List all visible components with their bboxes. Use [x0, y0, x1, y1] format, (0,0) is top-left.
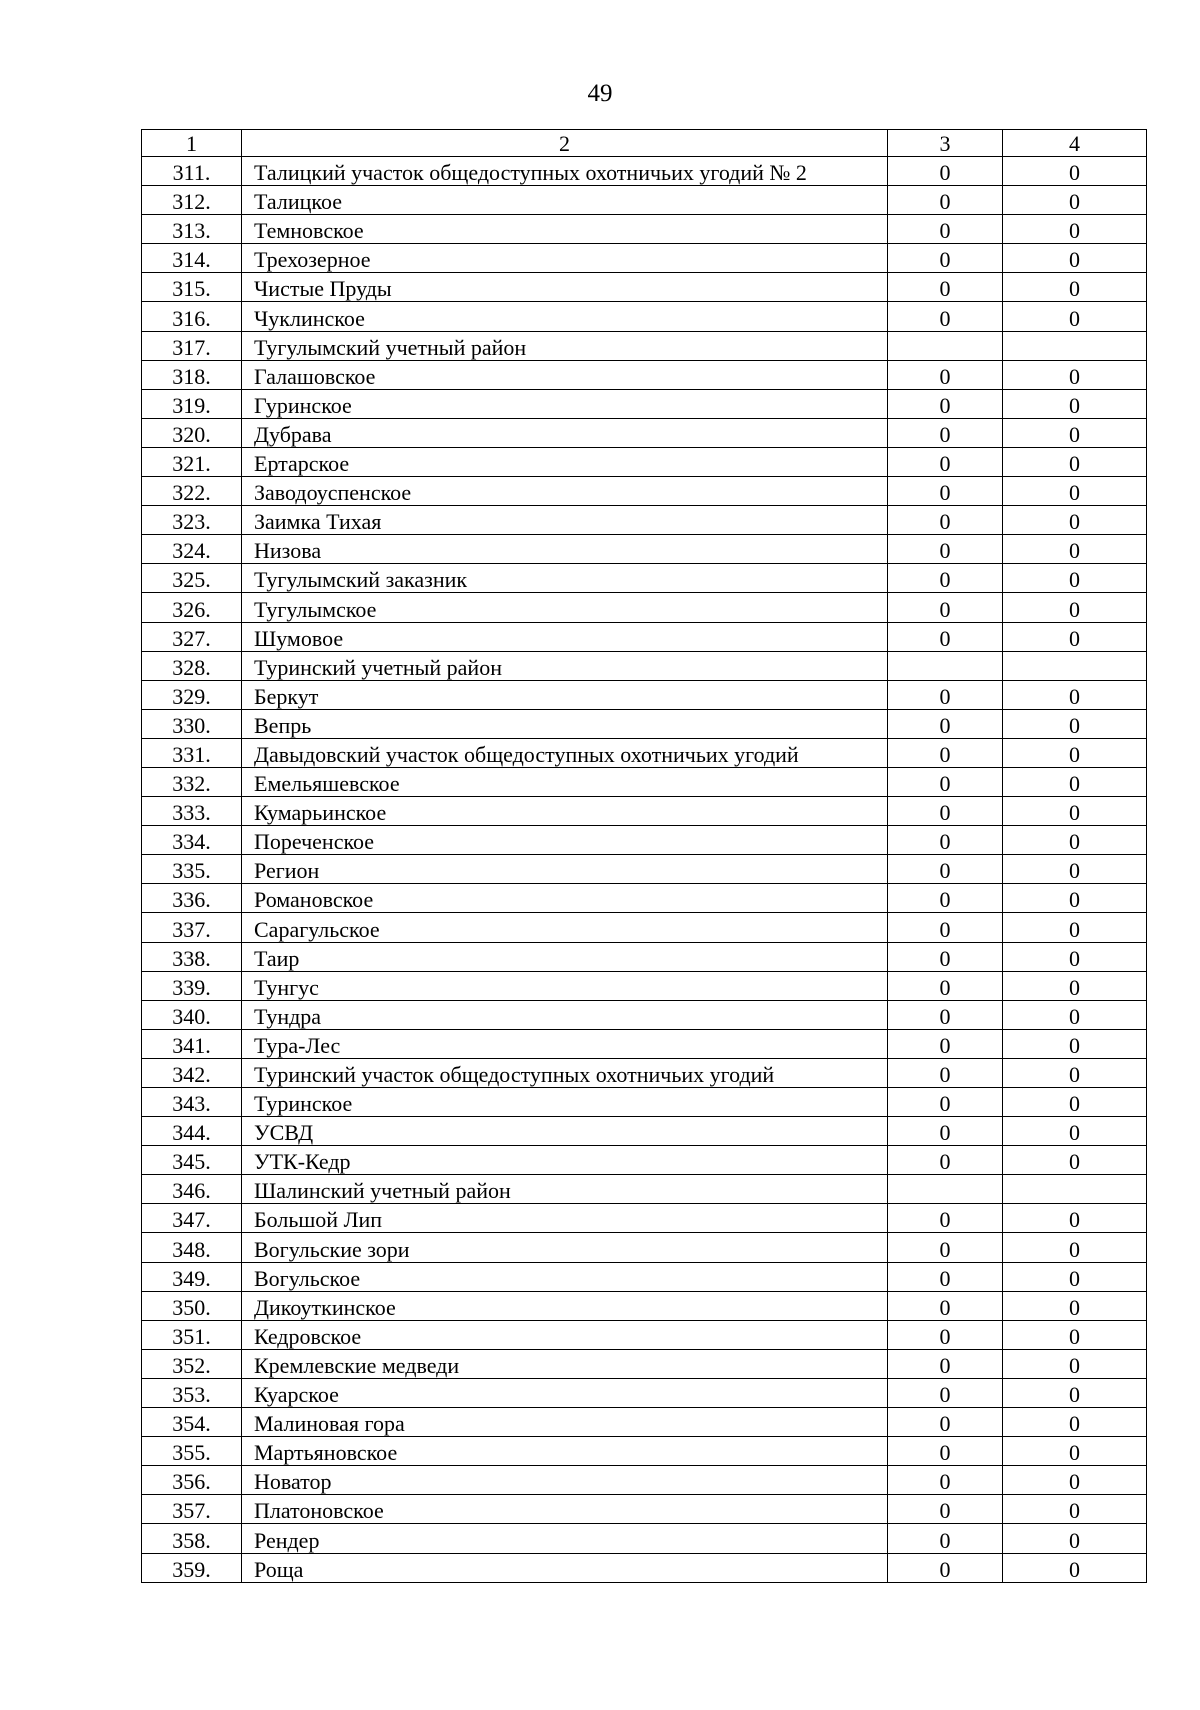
value-cell-4: 0 — [1003, 157, 1147, 186]
row-number-cell: 336. — [142, 884, 242, 913]
table-body — [142, 157, 1147, 1583]
name-cell: Роща — [242, 1553, 888, 1582]
name-cell: Рендер — [242, 1524, 888, 1553]
row-number-cell: 319. — [142, 389, 242, 418]
name-cell: Темновское — [242, 215, 888, 244]
table-row — [142, 855, 1147, 884]
row-number-cell: 358. — [142, 1524, 242, 1553]
name-cell: Малиновая гора — [242, 1408, 888, 1437]
name-cell: Романовское — [242, 884, 888, 913]
table-row — [142, 1233, 1147, 1262]
value-cell-4: 0 — [1003, 1349, 1147, 1378]
name-cell: Тундра — [242, 1000, 888, 1029]
value-cell-4: 0 — [1003, 273, 1147, 302]
table-row — [142, 564, 1147, 593]
value-cell-4: 0 — [1003, 1553, 1147, 1582]
value-cell-3: 0 — [888, 418, 1003, 447]
value-cell-3: 0 — [888, 157, 1003, 186]
name-cell: Тугулымский заказник — [242, 564, 888, 593]
table-row — [142, 1408, 1147, 1437]
name-cell: Вепрь — [242, 709, 888, 738]
row-number-cell: 350. — [142, 1291, 242, 1320]
table-row — [142, 1117, 1147, 1146]
name-cell: Туринское — [242, 1088, 888, 1117]
value-cell-3: 0 — [888, 389, 1003, 418]
row-number-cell: 325. — [142, 564, 242, 593]
table-row — [142, 1524, 1147, 1553]
value-cell-3: 0 — [888, 447, 1003, 476]
value-cell-3: 0 — [888, 1408, 1003, 1437]
table-row — [142, 1495, 1147, 1524]
name-cell: Туринский учетный район — [242, 651, 888, 680]
row-number-cell: 356. — [142, 1466, 242, 1495]
value-cell-4: 0 — [1003, 215, 1147, 244]
row-number-cell: 355. — [142, 1437, 242, 1466]
page-number: 49 — [587, 80, 613, 107]
table-row — [142, 1553, 1147, 1582]
value-cell-4: 0 — [1003, 826, 1147, 855]
row-number-cell: 354. — [142, 1408, 242, 1437]
value-cell-3: 0 — [888, 1553, 1003, 1582]
row-number-cell: 320. — [142, 418, 242, 447]
value-cell-4: 0 — [1003, 1088, 1147, 1117]
table-header — [142, 130, 1147, 157]
value-cell-4 — [1003, 1175, 1147, 1204]
table-row — [142, 157, 1147, 186]
value-cell-3: 0 — [888, 506, 1003, 535]
value-cell-3: 0 — [888, 273, 1003, 302]
row-number-cell: 318. — [142, 360, 242, 389]
name-cell: Талицкий участок общедоступных охотничьих угодий № 2 — [242, 157, 888, 186]
row-number-cell: 339. — [142, 971, 242, 1000]
row-number-cell: 346. — [142, 1175, 242, 1204]
value-cell-3: 0 — [888, 1204, 1003, 1233]
row-number-cell: 347. — [142, 1204, 242, 1233]
name-cell: Большой Лип — [242, 1204, 888, 1233]
header-cell-1: 1 — [142, 130, 242, 157]
value-cell-4: 0 — [1003, 1466, 1147, 1495]
value-cell-3: 0 — [888, 1088, 1003, 1117]
name-cell: Трехозерное — [242, 244, 888, 273]
value-cell-4 — [1003, 651, 1147, 680]
value-cell-4: 0 — [1003, 971, 1147, 1000]
value-cell-4: 0 — [1003, 1320, 1147, 1349]
row-number-cell: 313. — [142, 215, 242, 244]
table-row — [142, 1175, 1147, 1204]
table-row — [142, 1146, 1147, 1175]
row-number-cell: 315. — [142, 273, 242, 302]
row-number-cell: 322. — [142, 477, 242, 506]
table-row — [142, 971, 1147, 1000]
value-cell-4: 0 — [1003, 1146, 1147, 1175]
value-cell-4: 0 — [1003, 1262, 1147, 1291]
value-cell-3: 0 — [888, 1437, 1003, 1466]
name-cell: Талицкое — [242, 186, 888, 215]
row-number-cell: 321. — [142, 447, 242, 476]
table-row — [142, 1029, 1147, 1058]
value-cell-3: 0 — [888, 1466, 1003, 1495]
table-row — [142, 622, 1147, 651]
value-cell-3: 0 — [888, 884, 1003, 913]
name-cell: Заимка Тихая — [242, 506, 888, 535]
value-cell-4: 0 — [1003, 1495, 1147, 1524]
name-cell: Чистые Пруды — [242, 273, 888, 302]
row-number-cell: 337. — [142, 913, 242, 942]
value-cell-3: 0 — [888, 1058, 1003, 1087]
name-cell: Тунгус — [242, 971, 888, 1000]
name-cell: Новатор — [242, 1466, 888, 1495]
value-cell-4: 0 — [1003, 797, 1147, 826]
row-number-cell: 338. — [142, 942, 242, 971]
table-row — [142, 186, 1147, 215]
value-cell-3: 0 — [888, 855, 1003, 884]
value-cell-4: 0 — [1003, 360, 1147, 389]
value-cell-4: 0 — [1003, 767, 1147, 796]
value-cell-3: 0 — [888, 767, 1003, 796]
name-cell: Шумовое — [242, 622, 888, 651]
value-cell-4: 0 — [1003, 709, 1147, 738]
table-row — [142, 680, 1147, 709]
data-table — [141, 129, 1147, 1583]
name-cell: УТК-Кедр — [242, 1146, 888, 1175]
value-cell-3: 0 — [888, 1524, 1003, 1553]
header-cell-4: 4 — [1003, 130, 1147, 157]
table-row — [142, 1466, 1147, 1495]
name-cell: Беркут — [242, 680, 888, 709]
name-cell: Тура-Лес — [242, 1029, 888, 1058]
value-cell-3 — [888, 1175, 1003, 1204]
value-cell-4: 0 — [1003, 244, 1147, 273]
value-cell-4: 0 — [1003, 1291, 1147, 1320]
name-cell: Кедровское — [242, 1320, 888, 1349]
row-number-cell: 340. — [142, 1000, 242, 1029]
name-cell: Регион — [242, 855, 888, 884]
value-cell-3: 0 — [888, 826, 1003, 855]
row-number-cell: 334. — [142, 826, 242, 855]
table-row — [142, 447, 1147, 476]
row-number-cell: 357. — [142, 1495, 242, 1524]
value-cell-4: 0 — [1003, 1204, 1147, 1233]
value-cell-3: 0 — [888, 1349, 1003, 1378]
name-cell: Дубрава — [242, 418, 888, 447]
name-cell: Емельяшевское — [242, 767, 888, 796]
row-number-cell: 331. — [142, 738, 242, 767]
row-number-cell: 351. — [142, 1320, 242, 1349]
value-cell-3: 0 — [888, 360, 1003, 389]
row-number-cell: 348. — [142, 1233, 242, 1262]
table-row — [142, 884, 1147, 913]
table-row — [142, 767, 1147, 796]
name-cell: Куарское — [242, 1378, 888, 1407]
row-number-cell: 314. — [142, 244, 242, 273]
table-row — [142, 942, 1147, 971]
value-cell-3: 0 — [888, 1000, 1003, 1029]
value-cell-4: 0 — [1003, 506, 1147, 535]
table-row — [142, 302, 1147, 331]
value-cell-4 — [1003, 331, 1147, 360]
name-cell: УСВД — [242, 1117, 888, 1146]
value-cell-3: 0 — [888, 971, 1003, 1000]
value-cell-3: 0 — [888, 797, 1003, 826]
row-number-cell: 353. — [142, 1378, 242, 1407]
value-cell-4: 0 — [1003, 1437, 1147, 1466]
value-cell-3: 0 — [888, 1029, 1003, 1058]
value-cell-3: 0 — [888, 709, 1003, 738]
value-cell-4: 0 — [1003, 855, 1147, 884]
value-cell-3: 0 — [888, 302, 1003, 331]
name-cell: Дикоуткинское — [242, 1291, 888, 1320]
row-number-cell: 326. — [142, 593, 242, 622]
row-number-cell: 344. — [142, 1117, 242, 1146]
name-cell: Галашовское — [242, 360, 888, 389]
value-cell-3: 0 — [888, 564, 1003, 593]
table-row — [142, 1058, 1147, 1087]
value-cell-4: 0 — [1003, 884, 1147, 913]
row-number-cell: 329. — [142, 680, 242, 709]
row-number-cell: 330. — [142, 709, 242, 738]
value-cell-3: 0 — [888, 477, 1003, 506]
table-row — [142, 273, 1147, 302]
value-cell-4: 0 — [1003, 680, 1147, 709]
value-cell-3: 0 — [888, 1495, 1003, 1524]
row-number-cell: 316. — [142, 302, 242, 331]
value-cell-3: 0 — [888, 1378, 1003, 1407]
value-cell-3: 0 — [888, 244, 1003, 273]
table-row — [142, 738, 1147, 767]
table-row — [142, 389, 1147, 418]
row-number-cell: 327. — [142, 622, 242, 651]
table-row — [142, 360, 1147, 389]
value-cell-4: 0 — [1003, 186, 1147, 215]
value-cell-4: 0 — [1003, 389, 1147, 418]
value-cell-3: 0 — [888, 1320, 1003, 1349]
table-row — [142, 244, 1147, 273]
row-number-cell: 349. — [142, 1262, 242, 1291]
name-cell: Сарагульское — [242, 913, 888, 942]
row-number-cell: 332. — [142, 767, 242, 796]
value-cell-4: 0 — [1003, 913, 1147, 942]
table-row — [142, 797, 1147, 826]
value-cell-3: 0 — [888, 1146, 1003, 1175]
table-row — [142, 418, 1147, 447]
table-row — [142, 506, 1147, 535]
value-cell-3: 0 — [888, 186, 1003, 215]
table-row — [142, 1262, 1147, 1291]
name-cell: Тугулымское — [242, 593, 888, 622]
table-row — [142, 331, 1147, 360]
header-cell-2: 2 — [242, 130, 888, 157]
row-number-cell: 312. — [142, 186, 242, 215]
table-row — [142, 913, 1147, 942]
value-cell-4: 0 — [1003, 1524, 1147, 1553]
value-cell-3: 0 — [888, 1117, 1003, 1146]
table-row — [142, 215, 1147, 244]
table-row — [142, 1000, 1147, 1029]
row-number-cell: 328. — [142, 651, 242, 680]
row-number-cell: 324. — [142, 535, 242, 564]
row-number-cell: 323. — [142, 506, 242, 535]
row-number-cell: 335. — [142, 855, 242, 884]
row-number-cell: 359. — [142, 1553, 242, 1582]
value-cell-4: 0 — [1003, 418, 1147, 447]
table-row — [142, 477, 1147, 506]
value-cell-3: 0 — [888, 535, 1003, 564]
row-number-cell: 352. — [142, 1349, 242, 1378]
table-row — [142, 826, 1147, 855]
value-cell-4: 0 — [1003, 593, 1147, 622]
header-row — [142, 130, 1147, 157]
value-cell-3: 0 — [888, 593, 1003, 622]
value-cell-4: 0 — [1003, 1233, 1147, 1262]
name-cell: Заводоуспенское — [242, 477, 888, 506]
name-cell: Гуринское — [242, 389, 888, 418]
value-cell-3: 0 — [888, 942, 1003, 971]
name-cell: Пореченское — [242, 826, 888, 855]
value-cell-4: 0 — [1003, 564, 1147, 593]
value-cell-3: 0 — [888, 913, 1003, 942]
name-cell: Кумарьинское — [242, 797, 888, 826]
table-row — [142, 709, 1147, 738]
name-cell: Ертарское — [242, 447, 888, 476]
value-cell-4: 0 — [1003, 1378, 1147, 1407]
row-number-cell: 343. — [142, 1088, 242, 1117]
table-row — [142, 1378, 1147, 1407]
name-cell: Таир — [242, 942, 888, 971]
row-number-cell: 342. — [142, 1058, 242, 1087]
row-number-cell: 317. — [142, 331, 242, 360]
table-row — [142, 1088, 1147, 1117]
value-cell-4: 0 — [1003, 1029, 1147, 1058]
value-cell-3: 0 — [888, 1291, 1003, 1320]
value-cell-4: 0 — [1003, 302, 1147, 331]
table-row — [142, 1349, 1147, 1378]
name-cell: Низова — [242, 535, 888, 564]
name-cell: Давыдовский участок общедоступных охотничьих угодий — [242, 738, 888, 767]
table-row — [142, 535, 1147, 564]
value-cell-4: 0 — [1003, 447, 1147, 476]
name-cell: Платоновское — [242, 1495, 888, 1524]
value-cell-4: 0 — [1003, 622, 1147, 651]
value-cell-4: 0 — [1003, 738, 1147, 767]
name-cell: Чуклинское — [242, 302, 888, 331]
value-cell-4: 0 — [1003, 942, 1147, 971]
table-row — [142, 593, 1147, 622]
table-row — [142, 651, 1147, 680]
table-row — [142, 1320, 1147, 1349]
row-number-cell: 333. — [142, 797, 242, 826]
row-number-cell: 311. — [142, 157, 242, 186]
value-cell-3 — [888, 651, 1003, 680]
name-cell: Туринский участок общедоступных охотничьих угодий — [242, 1058, 888, 1087]
row-number-cell: 341. — [142, 1029, 242, 1058]
name-cell: Шалинский учетный район — [242, 1175, 888, 1204]
name-cell: Мартьяновское — [242, 1437, 888, 1466]
table-row — [142, 1437, 1147, 1466]
value-cell-3: 0 — [888, 680, 1003, 709]
name-cell: Вогульское — [242, 1262, 888, 1291]
value-cell-4: 0 — [1003, 1408, 1147, 1437]
name-cell: Вогульские зори — [242, 1233, 888, 1262]
value-cell-4: 0 — [1003, 1058, 1147, 1087]
header-cell-3: 3 — [888, 130, 1003, 157]
row-number-cell: 345. — [142, 1146, 242, 1175]
value-cell-3: 0 — [888, 1233, 1003, 1262]
value-cell-3: 0 — [888, 738, 1003, 767]
value-cell-3: 0 — [888, 622, 1003, 651]
value-cell-4: 0 — [1003, 1117, 1147, 1146]
value-cell-3: 0 — [888, 215, 1003, 244]
value-cell-4: 0 — [1003, 535, 1147, 564]
table-row — [142, 1291, 1147, 1320]
value-cell-3: 0 — [888, 1262, 1003, 1291]
value-cell-4: 0 — [1003, 477, 1147, 506]
name-cell: Тугулымский учетный район — [242, 331, 888, 360]
value-cell-3 — [888, 331, 1003, 360]
value-cell-4: 0 — [1003, 1000, 1147, 1029]
table-row — [142, 1204, 1147, 1233]
name-cell: Кремлевские медведи — [242, 1349, 888, 1378]
